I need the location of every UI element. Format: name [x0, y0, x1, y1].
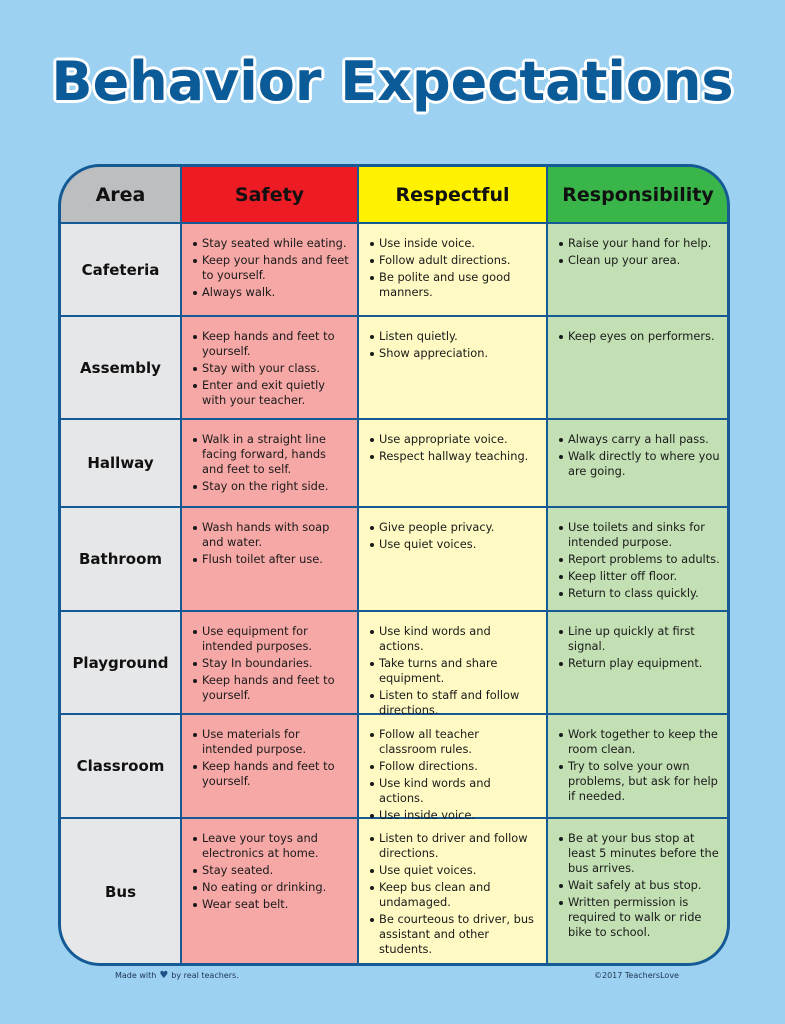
- responsibility-cell: [548, 819, 728, 965]
- list-item: Leave your toys and electronics at home.: [192, 831, 349, 861]
- responsibility-list: [558, 831, 720, 940]
- list-item: Keep your hands and feet to yourself.: [192, 253, 349, 283]
- list-item: Wash hands with soap and water.: [192, 520, 349, 550]
- area-cell: Assembly: [61, 317, 180, 418]
- list-item: Stay In boundaries.: [192, 656, 349, 671]
- list-item: Use toilets and sinks for intended purpose.: [558, 520, 720, 550]
- safety-list: [192, 624, 349, 703]
- list-item: Use kind words and actions.: [369, 776, 538, 806]
- list-item: Follow adult directions.: [369, 253, 538, 268]
- area-cell: Hallway: [61, 420, 180, 506]
- safety-cell: [182, 508, 357, 610]
- list-item: Give people privacy.: [369, 520, 538, 535]
- list-item: Use inside voice.: [369, 808, 538, 823]
- responsibility-cell: [548, 508, 728, 610]
- list-item: Return to class quickly.: [558, 586, 720, 601]
- page-title: Behavior Expectations: [51, 50, 734, 113]
- list-item: Use materials for intended purpose.: [192, 727, 349, 757]
- heart-icon: ♥: [159, 969, 169, 981]
- list-item: Try to solve your own problems, but ask for help if needed.: [558, 759, 720, 804]
- safety-cell: [182, 612, 357, 713]
- area-cell: Bus: [61, 819, 180, 965]
- list-item: Follow all teacher classroom rules.: [369, 727, 538, 757]
- list-item: Listen to staff and follow directions.: [369, 688, 538, 718]
- list-item: Stay seated.: [192, 863, 349, 878]
- expectations-table: [61, 167, 727, 963]
- list-item: Show appreciation.: [369, 346, 538, 361]
- list-item: Use kind words and actions.: [369, 624, 538, 654]
- list-item: Stay on the right side.: [192, 479, 349, 494]
- list-item: Use quiet voices.: [369, 537, 538, 552]
- safety-list: [192, 520, 349, 567]
- safety-list: [192, 329, 349, 408]
- list-item: Use quiet voices.: [369, 863, 538, 878]
- safety-cell: [182, 317, 357, 418]
- respectful-list: [369, 520, 538, 552]
- footer-credit-prefix: Made with: [115, 971, 157, 980]
- list-item: Keep litter off floor.: [558, 569, 720, 584]
- responsibility-list: [558, 329, 720, 344]
- respectful-list: [369, 727, 538, 823]
- safety-cell: [182, 715, 357, 817]
- respectful-cell: [359, 819, 546, 965]
- list-item: Use inside voice.: [369, 236, 538, 251]
- list-item: Use appropriate voice.: [369, 432, 538, 447]
- list-item: Raise your hand for help.: [558, 236, 720, 251]
- responsibility-cell: [548, 420, 728, 506]
- list-item: Keep eyes on performers.: [558, 329, 720, 344]
- area-cell: Classroom: [61, 715, 180, 817]
- responsibility-cell: [548, 715, 728, 817]
- safety-cell: [182, 224, 357, 315]
- list-item: Clean up your area.: [558, 253, 720, 268]
- safety-list: [192, 236, 349, 300]
- safety-list: [192, 727, 349, 789]
- respectful-cell: [359, 612, 546, 717]
- responsibility-cell: [548, 317, 728, 418]
- respectful-list: [369, 236, 538, 300]
- footer-credit-suffix: by real teachers.: [171, 971, 239, 980]
- list-item: Keep hands and feet to yourself.: [192, 759, 349, 789]
- respectful-cell: [359, 224, 546, 315]
- list-item: Keep hands and feet to yourself.: [192, 673, 349, 703]
- list-item: Keep hands and feet to yourself.: [192, 329, 349, 359]
- respectful-cell: [359, 317, 546, 418]
- list-item: Wait safely at bus stop.: [558, 878, 720, 893]
- area-cell: Cafeteria: [61, 224, 180, 315]
- safety-list: [192, 831, 349, 912]
- list-item: Be polite and use good manners.: [369, 270, 538, 300]
- list-item: Work together to keep the room clean.: [558, 727, 720, 757]
- list-item: No eating or drinking.: [192, 880, 349, 895]
- list-item: Stay with your class.: [192, 361, 349, 376]
- list-item: Return play equipment.: [558, 656, 720, 671]
- expectations-table-frame: [58, 164, 730, 966]
- header-safety: Safety: [182, 167, 357, 222]
- respectful-list: [369, 624, 538, 718]
- list-item: Be at your bus stop at least 5 minutes before the bus arrives.: [558, 831, 720, 876]
- list-item: Line up quickly at first signal.: [558, 624, 720, 654]
- responsibility-cell: [548, 612, 728, 713]
- respectful-cell: [359, 715, 546, 822]
- respectful-cell: [359, 420, 546, 506]
- responsibility-list: [558, 432, 720, 479]
- respectful-list: [369, 432, 538, 464]
- header-responsibility: Responsibility: [548, 167, 728, 222]
- list-item: Written permission is required to walk or ride bike to school.: [558, 895, 720, 940]
- list-item: Report problems to adults.: [558, 552, 720, 567]
- respectful-list: [369, 831, 538, 957]
- safety-list: [192, 432, 349, 494]
- list-item: Walk in a straight line facing forward, hands and feet to self.: [192, 432, 349, 477]
- list-item: Keep bus clean and undamaged.: [369, 880, 538, 910]
- list-item: Use equipment for intended purposes.: [192, 624, 349, 654]
- list-item: Always walk.: [192, 285, 349, 300]
- area-cell: Bathroom: [61, 508, 180, 610]
- respectful-cell: [359, 508, 546, 610]
- footer-credit: [115, 971, 239, 980]
- footer-copyright: ©2017 TeachersLove: [594, 971, 679, 980]
- respectful-list: [369, 329, 538, 361]
- list-item: Enter and exit quietly with your teacher.: [192, 378, 349, 408]
- safety-cell: [182, 420, 357, 506]
- list-item: Listen to driver and follow directions.: [369, 831, 538, 861]
- list-item: Take turns and share equipment.: [369, 656, 538, 686]
- safety-cell: [182, 819, 357, 965]
- list-item: Flush toilet after use.: [192, 552, 349, 567]
- list-item: Listen quietly.: [369, 329, 538, 344]
- list-item: Respect hallway teaching.: [369, 449, 538, 464]
- list-item: Follow directions.: [369, 759, 538, 774]
- header-area: Area: [61, 167, 180, 222]
- responsibility-list: [558, 624, 720, 671]
- responsibility-list: [558, 727, 720, 804]
- responsibility-list: [558, 520, 720, 601]
- list-item: Always carry a hall pass.: [558, 432, 720, 447]
- list-item: Stay seated while eating.: [192, 236, 349, 251]
- list-item: Be courteous to driver, bus assistant and other students.: [369, 912, 538, 957]
- responsibility-list: [558, 236, 720, 268]
- responsibility-cell: [548, 224, 728, 315]
- list-item: Walk directly to where you are going.: [558, 449, 720, 479]
- header-respectful: Respectful: [359, 167, 546, 222]
- area-cell: Playground: [61, 612, 180, 713]
- list-item: Wear seat belt.: [192, 897, 349, 912]
